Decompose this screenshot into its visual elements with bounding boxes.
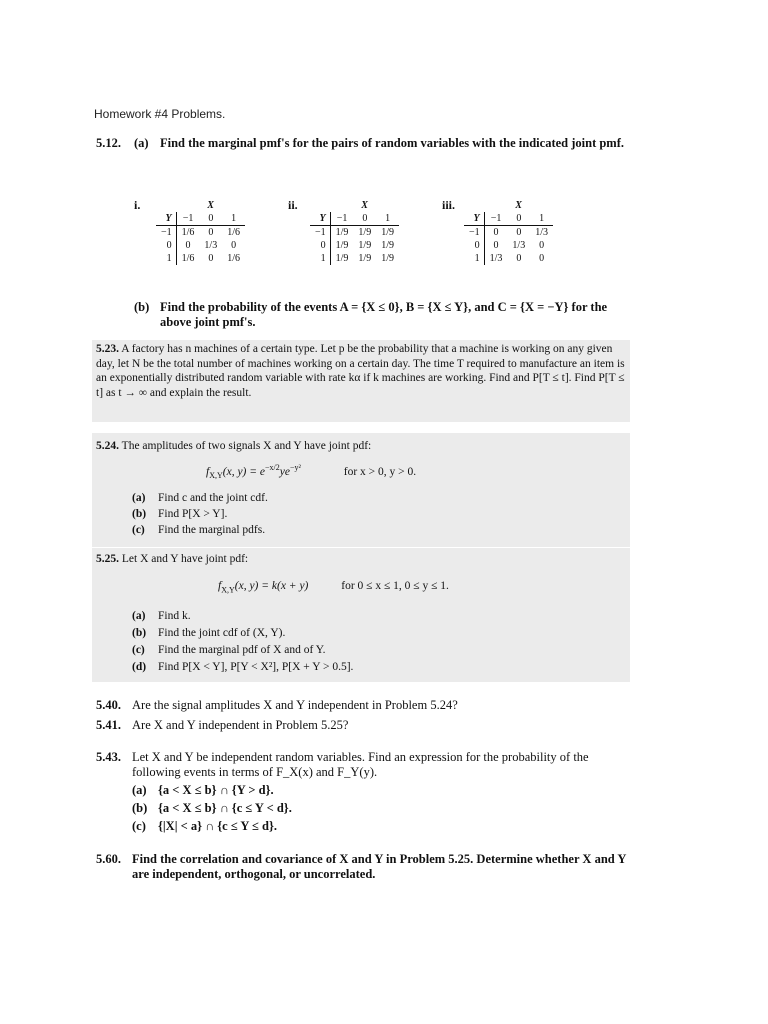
- table-row: [464, 239, 553, 252]
- sub-part: [96, 491, 626, 506]
- row-header: 0: [156, 239, 176, 252]
- row-header: 1: [156, 252, 176, 265]
- table-cell: 0: [539, 253, 545, 264]
- table-cell: 0: [185, 240, 191, 251]
- problem-text: Find the marginal pmf's for the pairs of random variables with the indicated joint pmf.: [160, 136, 625, 150]
- problem-number: 5.25.: [96, 553, 119, 565]
- table-cell: 0: [516, 253, 522, 264]
- table-roman-label: ii.: [288, 198, 298, 212]
- column-header: 1: [222, 212, 245, 226]
- problem-5-24: [92, 433, 630, 547]
- problem-text: Find the correlation and covariance of X and Y in Problem 5.25. Determine whether X and Y are independent, orthogonal, or uncorrelated.: [132, 852, 626, 881]
- column-header: 1: [530, 212, 553, 226]
- table-cell: 0: [231, 240, 237, 251]
- table-row: [310, 252, 399, 265]
- problem-text: Find the probability of the events A = {X ≤ 0}, B = {X ≤ Y}, and C = {X = −Y} for the above joint pmf's.: [160, 300, 608, 329]
- problem-5-43: [96, 750, 632, 837]
- table-cell: 1/6: [181, 253, 195, 264]
- table-row: [156, 252, 245, 265]
- pdf-formula: $f_{X,Y}(x$, y) = k(x + y) for 0 ≤ x ≤ 1, 0 ≤ y ≤ 1.: [218, 580, 449, 595]
- problem-5-12: [96, 136, 632, 151]
- table-cell: 1/3: [204, 240, 218, 251]
- problem-number: 5.12.: [96, 136, 121, 150]
- problem-text: Are X and Y independent in Problem 5.25?: [132, 718, 349, 732]
- column-header: 0: [199, 212, 222, 226]
- problem-number: 5.23.: [96, 343, 119, 355]
- sub-part: [96, 626, 626, 641]
- column-header: 1: [376, 212, 399, 226]
- x-variable-label: X: [515, 200, 522, 211]
- table-cell: 0: [208, 227, 214, 238]
- x-variable-label: X: [361, 200, 368, 211]
- table-cell: 1/9: [335, 227, 349, 238]
- pmf-table: [310, 199, 399, 265]
- part-label: (b): [132, 508, 147, 521]
- joint-pmf-table-2: [288, 199, 399, 265]
- part-label: (c): [132, 524, 145, 537]
- row-header: 0: [310, 239, 330, 252]
- part-text: Find the marginal pdf of X and of Y.: [158, 644, 326, 657]
- table-cell: 0: [208, 253, 214, 264]
- problem-text: Let X and Y have joint pdf:: [121, 553, 249, 565]
- pdf-formula: $f_{X,Y}(x$, $y) = e^{-x/2}ye^{-y^2}$ for x > 0, y > 0.: [206, 463, 417, 481]
- sub-part: [96, 523, 626, 538]
- table-cell: 1/6: [181, 227, 195, 238]
- table-cell: 1/9: [358, 253, 372, 264]
- problem-5-25: [92, 548, 630, 682]
- table-cell: 0: [493, 240, 499, 251]
- part-text: Find k.: [158, 610, 191, 623]
- sub-part: [96, 643, 626, 658]
- problem-5-40: [96, 698, 632, 713]
- table-cell: 1/9: [335, 240, 349, 251]
- problem-5-41: [96, 718, 632, 733]
- part-text: {a < X ≤ b} ∩ {Y > d}.: [158, 783, 274, 797]
- column-header: 0: [353, 212, 376, 226]
- table-cell: 1/3: [512, 240, 526, 251]
- column-header: −1: [330, 212, 353, 226]
- table-row: [156, 239, 245, 252]
- sub-part: [96, 660, 626, 675]
- part-text: Find the joint cdf of (X, Y).: [158, 627, 286, 640]
- part-label: (a): [134, 136, 149, 150]
- y-variable-label: Y: [156, 212, 176, 226]
- joint-pmf-table-1: [134, 199, 245, 265]
- sub-part: [96, 801, 632, 816]
- table-cell: 1/9: [381, 240, 394, 251]
- sub-part: [96, 819, 632, 834]
- part-label: (c): [132, 819, 146, 833]
- problem-text: Are the signal amplitudes X and Y independent in Problem 5.24?: [132, 698, 458, 712]
- problem-number: 5.60.: [96, 852, 121, 866]
- row-header: −1: [464, 226, 484, 240]
- x-variable-label: X: [207, 200, 214, 211]
- y-variable-label: Y: [464, 212, 484, 226]
- column-header: −1: [176, 212, 199, 226]
- part-text: {a < X ≤ b} ∩ {c ≤ Y < d}.: [158, 801, 292, 815]
- table-roman-label: iii.: [442, 198, 456, 212]
- row-header: 1: [310, 252, 330, 265]
- table-cell: 1/9: [381, 253, 394, 264]
- problem-number: 5.40.: [96, 698, 121, 712]
- table-row: [310, 239, 399, 252]
- table-roman-label: i.: [134, 198, 141, 212]
- table-cell: 1/9: [335, 253, 349, 264]
- part-label: (a): [132, 610, 146, 623]
- table-cell: 0: [493, 227, 499, 238]
- part-text: {|X| < a} ∩ {c ≤ Y ≤ d}.: [158, 819, 278, 833]
- page-header: Homework #4 Problems.: [94, 107, 226, 121]
- table-cell: 1/6: [227, 253, 240, 264]
- part-text: Find the marginal pdfs.: [158, 524, 266, 537]
- part-label: (a): [132, 783, 147, 797]
- row-header: 1: [464, 252, 484, 265]
- table-cell: 1/9: [358, 227, 372, 238]
- sub-part: [96, 783, 632, 798]
- column-header: −1: [484, 212, 507, 226]
- joint-pmf-table-3: [442, 199, 553, 265]
- row-header: 0: [464, 239, 484, 252]
- problem-5-23: [92, 340, 630, 422]
- problem-number: 5.24.: [96, 440, 119, 452]
- part-label: (b): [132, 627, 147, 640]
- part-label: (d): [132, 661, 147, 674]
- part-label: (b): [134, 300, 150, 314]
- sub-part: [96, 609, 626, 624]
- table-cell: 1/9: [358, 240, 372, 251]
- table-row: [310, 226, 399, 240]
- table-row: [464, 252, 553, 265]
- row-header: −1: [156, 226, 176, 240]
- pmf-table: [464, 199, 553, 265]
- sub-part: [96, 507, 626, 522]
- pmf-table: [156, 199, 245, 265]
- table-cell: 0: [516, 227, 522, 238]
- part-text: Find P[X > Y].: [158, 508, 228, 521]
- problem-text: Let X and Y be independent random variables. Find an expression for the probability of the following events in terms of F_X(x) and F_Y(y).: [132, 750, 589, 779]
- column-header: 0: [507, 212, 530, 226]
- row-header: −1: [310, 226, 330, 240]
- table-cell: 1/3: [489, 253, 503, 264]
- table-row: [464, 226, 553, 240]
- table-cell: 1/6: [227, 227, 240, 238]
- problem-text: The amplitudes of two signals X and Y have joint pdf:: [121, 440, 372, 452]
- part-label: (b): [132, 801, 148, 815]
- problem-number: 5.41.: [96, 718, 121, 732]
- table-cell: 1/3: [535, 227, 548, 238]
- table-cell: 1/9: [381, 227, 394, 238]
- problem-number: 5.43.: [96, 750, 121, 764]
- part-label: (a): [132, 492, 146, 505]
- table-row: [156, 226, 245, 240]
- y-variable-label: Y: [310, 212, 330, 226]
- part-text: Find P[X < Y], P[Y < X²], P[X + Y > 0.5].: [158, 661, 354, 674]
- part-text: Find c and the joint cdf.: [158, 492, 268, 505]
- part-label: (c): [132, 644, 145, 657]
- problem-5-60: [96, 852, 632, 882]
- problem-5-12-b: [134, 300, 630, 330]
- table-cell: 0: [539, 240, 545, 251]
- problem-text: A factory has n machines of a certain type. Let p be the probability that a machine is working on any given day, let N be the total number of machines working on a certain day. The time T required to manufacture an item is an exponentially distributed random variable with rate kα if k machines are working. Find and P[T ≤ t]. Find P[T ≤ t] as t → ∞ and explain the result.: [96, 343, 625, 399]
